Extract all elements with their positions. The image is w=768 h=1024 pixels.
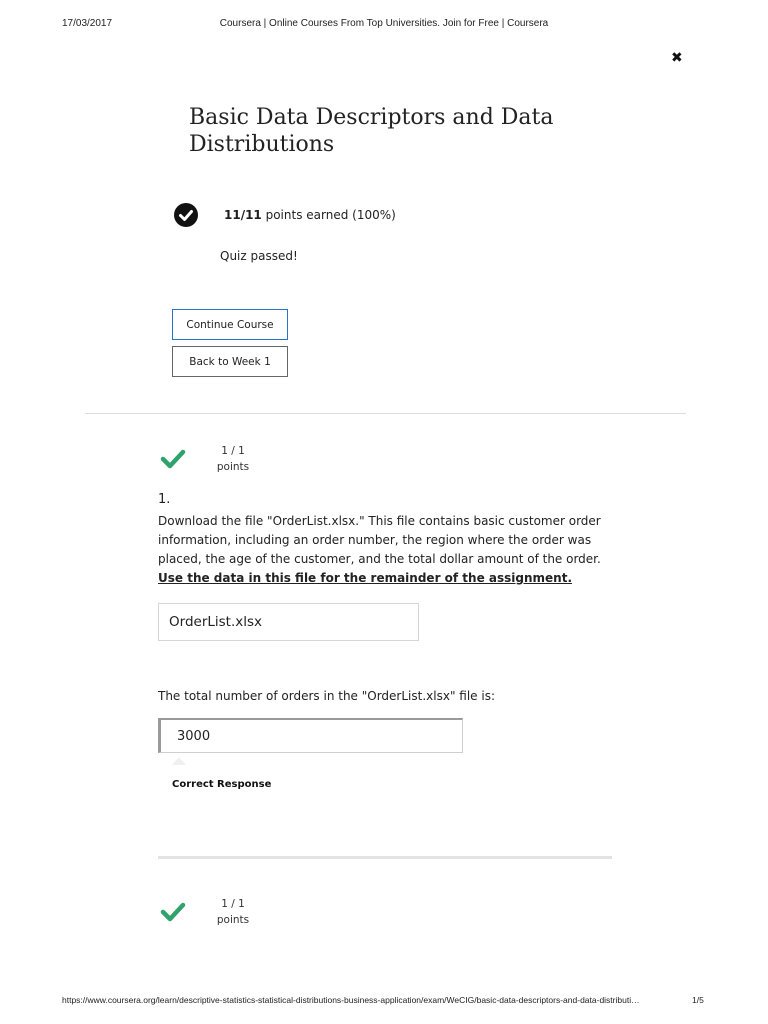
correct-check-icon: [160, 448, 186, 470]
question-points: [212, 443, 254, 475]
answer-field: 3000: [158, 718, 463, 753]
question-emphasis: Use the data in this file for the remainder of the assignment.: [158, 571, 573, 585]
question-number: 1.: [158, 492, 171, 507]
quiz-title: Basic Data Descriptors and Data Distributions: [189, 105, 554, 157]
question-divider: [158, 856, 612, 859]
close-icon[interactable]: ✖: [671, 50, 683, 66]
question-text: [158, 512, 608, 588]
points-label: points: [216, 914, 250, 926]
print-page-title: Coursera | Online Courses From Top Universities. Join for Free | Coursera: [219, 18, 549, 29]
passed-check-icon: [174, 203, 198, 227]
print-page-number: 1/5: [692, 995, 704, 1005]
print-date: 17/03/2017: [62, 18, 113, 29]
continue-course-button[interactable]: Continue Course: [172, 309, 288, 340]
score-label: points earned (100%): [261, 208, 396, 222]
points-value: 1 / 1: [221, 445, 245, 457]
score-summary: [224, 208, 396, 222]
correct-check-icon: [160, 901, 186, 923]
quiz-status: Quiz passed!: [220, 249, 298, 263]
question-body: Download the file "OrderList.xlsx." This file contains basic customer order information, including an order number, the region where the order was placed, the age of the customer, and the total dollar amount of the order.: [158, 514, 601, 566]
score-value: 11/11: [224, 208, 262, 222]
back-to-week-button[interactable]: Back to Week 1: [172, 346, 288, 377]
section-divider: [85, 413, 686, 414]
points-value: 1 / 1: [221, 898, 245, 910]
question-prompt: The total number of orders in the "OrderList.xlsx" file is:: [158, 689, 495, 703]
print-url: https://www.coursera.org/learn/descriptive-statistics-statistical-distributions-business-application/exam/WeCIG/basic-data-descriptors-and-data-distributi…: [62, 995, 640, 1005]
question-points: [212, 896, 254, 928]
feedback-pointer: [172, 757, 186, 765]
feedback-text: Correct Response: [172, 779, 272, 790]
points-label: points: [216, 461, 250, 473]
attachment-link[interactable]: OrderList.xlsx: [158, 603, 419, 641]
